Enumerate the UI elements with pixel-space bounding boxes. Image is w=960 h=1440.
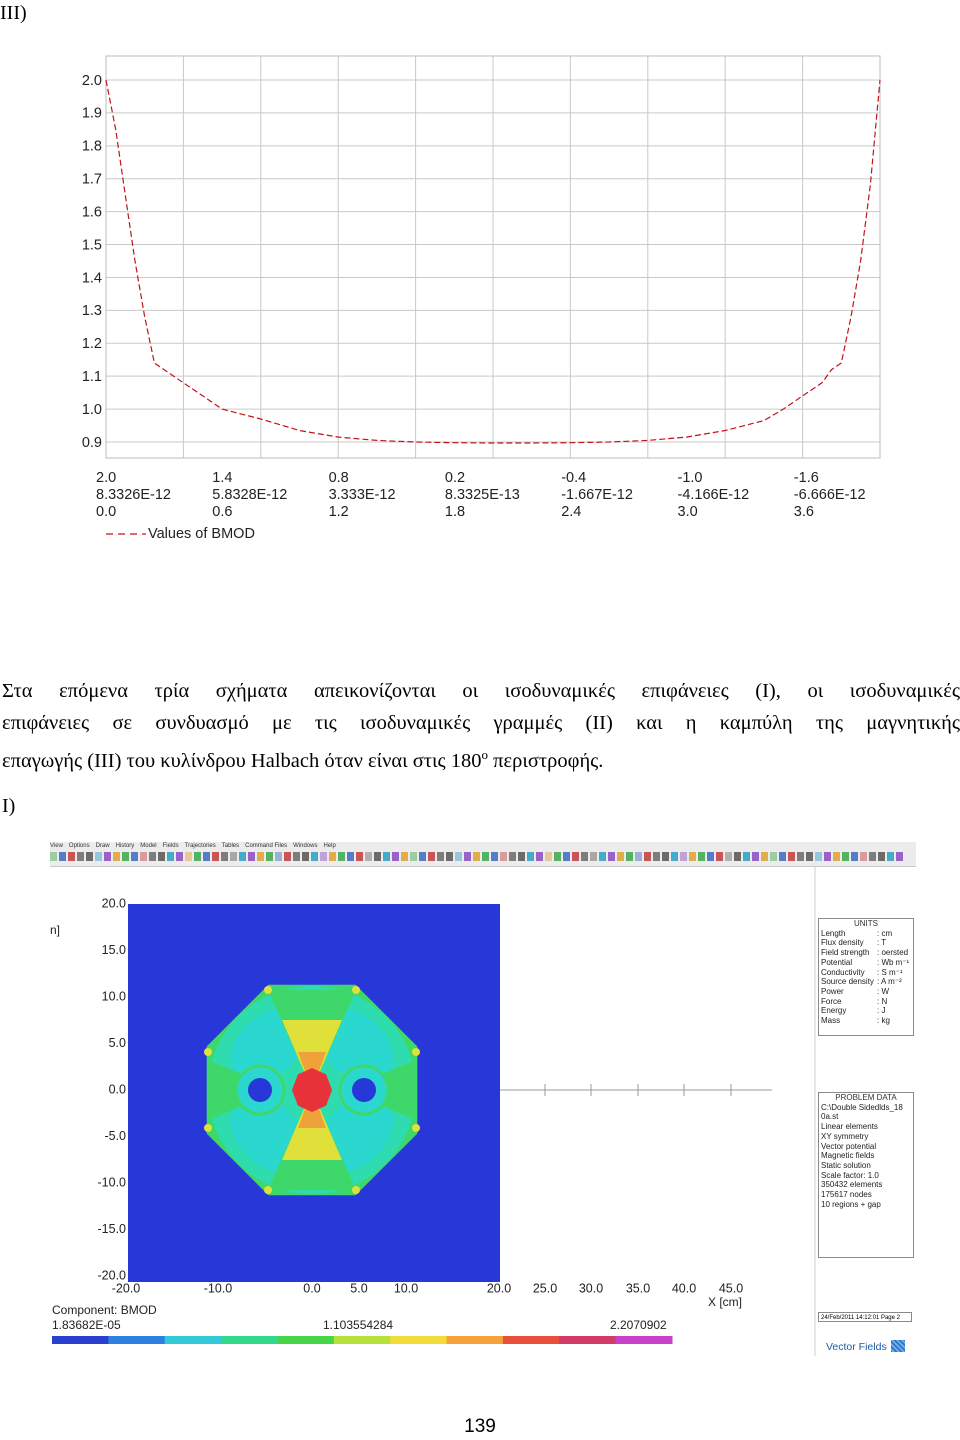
x-tick-label: 0.2 (444, 469, 466, 486)
toolbar-tool-icon[interactable] (851, 852, 858, 861)
sim-y-tick: 5.0 (108, 1035, 126, 1050)
units-row (819, 987, 913, 997)
units-key: Power (821, 986, 844, 996)
toolbar-tool-icon[interactable] (635, 852, 642, 861)
units-value: : T (877, 938, 887, 948)
units-value: : W (877, 986, 889, 996)
timestamp: 24/Feb/2011 14:12:01 Page 2 (818, 1312, 912, 1322)
menu-item[interactable]: Options (68, 843, 90, 849)
y-tick-label: 1.4 (81, 270, 102, 287)
units-list (819, 929, 913, 1026)
x-tick-label: 8.3325E-13 (444, 486, 520, 503)
paragraph-line-1: Στα επόμενα τρία σχήματα απεικονίζονται οι ισοδυναμικές επιφάνειες (Ι), οι ισοδυναμικές (2, 680, 960, 702)
x-tick-label: 3.0 (677, 503, 698, 520)
toolbar-tool-icon[interactable] (122, 852, 129, 861)
color-scale-segment (52, 1336, 109, 1344)
toolbar-tool-icon[interactable] (383, 852, 390, 861)
degree-superscript: ο (481, 747, 489, 762)
units-key: Potential (821, 957, 853, 967)
toolbar-tool-icon[interactable] (608, 852, 615, 861)
toolbar-tool-icon[interactable] (806, 852, 813, 861)
x-tick-label: 0.0 (96, 503, 117, 520)
toolbar-tool-icon[interactable] (212, 852, 219, 861)
toolbar-tool-icon[interactable] (725, 852, 732, 861)
toolbar-tool-icon[interactable] (329, 852, 336, 861)
section-label-iii: III) (0, 2, 27, 24)
toolbar-tool-icon[interactable] (743, 852, 750, 861)
toolbar-tool-icon[interactable] (698, 852, 705, 861)
sim-x-tick: 5.0 (350, 1281, 368, 1296)
toolbar-tool-icon[interactable] (518, 852, 525, 861)
field-magnet-tip (352, 986, 360, 994)
toolbar-tool-icon[interactable] (869, 852, 876, 861)
problem-data-row: C:\Double Sidedlds_18 (821, 1102, 903, 1112)
toolbar-tool-icon[interactable] (50, 852, 57, 861)
toolbar-tool-icon[interactable] (302, 852, 309, 861)
toolbar-tool-icon[interactable] (878, 852, 885, 861)
units-value: : J (877, 1006, 886, 1016)
y-tick-label: 1.5 (81, 237, 102, 254)
units-value: : N (877, 996, 888, 1006)
sim-y-tick: -20.0 (97, 1268, 126, 1283)
field-magnet-tip (204, 1124, 212, 1132)
simulation-screenshot (50, 842, 916, 1358)
toolbar-tool-icon[interactable] (662, 852, 669, 861)
chart-y-ticks (82, 73, 102, 451)
toolbar-tool-icon[interactable] (320, 852, 327, 861)
toolbar-tool-icon[interactable] (689, 852, 696, 861)
x-tick-label: 0.6 (212, 503, 233, 520)
y-tick-label: 1.3 (81, 303, 102, 320)
menu-item[interactable]: Windows (293, 843, 318, 849)
x-tick-label: -1.6 (793, 469, 819, 486)
sim-x-tick: 45.0 (718, 1281, 744, 1296)
field-hole-right (352, 1078, 376, 1102)
x-tick-label: -1.0 (677, 469, 703, 486)
sim-y-tick: -10.0 (97, 1175, 126, 1190)
x-tick-label: 2.0 (96, 469, 117, 486)
color-scale-segment (390, 1336, 447, 1344)
y-tick-label: 1.9 (81, 105, 102, 122)
color-scale-segment (447, 1336, 504, 1344)
field-magnet-tip (412, 1124, 420, 1132)
color-scale-segment (616, 1336, 673, 1344)
toolbar-tool-icon[interactable] (77, 852, 84, 861)
field-magnet-tip (204, 1048, 212, 1056)
problem-data-row: XY symmetry (821, 1131, 869, 1141)
menu-item[interactable]: Command Files (245, 843, 288, 849)
sim-x-tick: 25.0 (532, 1281, 558, 1296)
toolbar-tool-icon[interactable] (599, 852, 606, 861)
y-tick-label: 1.8 (81, 138, 102, 155)
paragraph-line-3 (2, 739, 960, 777)
y-tick-label: 1.2 (81, 336, 102, 353)
toolbar-tool-icon[interactable] (221, 852, 228, 861)
sim-x-axis-label: X [cm] (708, 1295, 743, 1309)
menu-item[interactable]: Tables (221, 843, 240, 849)
problem-data-row: Vector potential (821, 1141, 877, 1151)
x-tick-label: -1.667E-12 (561, 486, 633, 503)
units-row (819, 968, 913, 978)
units-value: : cm (877, 928, 893, 938)
toolbar-tool-icon[interactable] (311, 852, 318, 861)
sim-y-axis-label: n] (50, 923, 61, 937)
toolbar-tool-icon[interactable] (248, 852, 255, 861)
toolbar-tool-icon[interactable] (581, 852, 588, 861)
toolbar-icons (50, 852, 905, 864)
problem-data-title: PROBLEM DATA (835, 1093, 897, 1102)
problem-data-row: 10 regions + gap (821, 1199, 881, 1209)
toolbar-tool-icon[interactable] (590, 852, 597, 861)
toolbar-tool-icon[interactable] (563, 852, 570, 861)
x-tick-label: -4.166E-12 (677, 486, 750, 503)
toolbar-tool-icon[interactable] (356, 852, 363, 861)
units-row (819, 1016, 913, 1026)
toolbar-tool-icon[interactable] (707, 852, 714, 861)
problem-data-list (819, 1103, 913, 1210)
toolbar-tool-icon[interactable] (284, 852, 291, 861)
toolbar-tool-icon[interactable] (779, 852, 786, 861)
paragraph-line-3-b: περιστροφής. (488, 749, 604, 772)
sim-y-tick: -15.0 (97, 1221, 126, 1236)
toolbar-tool-icon[interactable] (887, 852, 894, 861)
x-tick-label: 0.8 (328, 469, 349, 486)
menu-item[interactable]: Help (323, 843, 336, 849)
field-magnet-tip (412, 1048, 420, 1056)
units-panel (818, 918, 914, 1036)
x-tick-label: 2.4 (561, 503, 582, 520)
field-magnet-tip (264, 1186, 272, 1194)
legend-label: Values of BMOD (148, 525, 255, 542)
units-key: Energy (821, 1006, 847, 1016)
sim-x-ticks (112, 1281, 743, 1295)
toolbar-tool-icon[interactable] (554, 852, 561, 861)
color-scale-segment (221, 1336, 278, 1344)
toolbar-tool-icon[interactable] (131, 852, 138, 861)
toolbar-tool-icon[interactable] (842, 852, 849, 861)
toolbar-tool-icon[interactable] (482, 852, 489, 861)
sim-x-tick: 0.0 (303, 1281, 321, 1296)
units-row (819, 938, 913, 948)
toolbar-tool-icon[interactable] (653, 852, 660, 861)
sim-y-ticks (98, 896, 127, 1282)
toolbar-tool-icon[interactable] (464, 852, 471, 861)
toolbar-tool-icon[interactable] (896, 852, 903, 861)
menu-item[interactable]: Model (140, 843, 157, 849)
toolbar-tool-icon[interactable] (680, 852, 687, 861)
toolbar-tool-icon[interactable] (833, 852, 840, 861)
section-label-i: I) (2, 795, 16, 817)
units-key: Conductivity (821, 967, 865, 977)
sim-y-tick: 20.0 (101, 896, 126, 911)
problem-data-row: Linear elements (821, 1122, 878, 1132)
sim-x-tick: 20.0 (486, 1281, 512, 1296)
toolbar-tool-icon[interactable] (365, 852, 372, 861)
sim-x-tick: 30.0 (578, 1281, 604, 1296)
toolbar-tool-icon[interactable] (473, 852, 480, 861)
x-tick-label: 1.4 (212, 469, 233, 486)
toolbar-tool-icon[interactable] (860, 852, 867, 861)
toolbar-tool-icon[interactable] (761, 852, 768, 861)
toolbar-tool-icon[interactable] (149, 852, 156, 861)
toolbar-tool-icon[interactable] (95, 852, 102, 861)
toolbar-tool-icon[interactable] (437, 852, 444, 861)
x-tick-label: 8.3326E-12 (96, 486, 171, 503)
units-row (819, 997, 913, 1007)
software-toolbar (50, 842, 916, 867)
sim-x-tick: -10.0 (203, 1281, 233, 1296)
field-hole-left (248, 1078, 272, 1102)
toolbar-tool-icon[interactable] (509, 852, 516, 861)
problem-data-row: 350432 elements (821, 1180, 883, 1190)
color-scale-segment (334, 1336, 391, 1344)
sim-x-tick: 10.0 (393, 1281, 419, 1296)
toolbar-tool-icon[interactable] (815, 852, 822, 861)
toolbar-tool-icon[interactable] (59, 852, 66, 861)
toolbar-tool-icon[interactable] (572, 852, 579, 861)
bmod-line-chart (60, 40, 900, 550)
toolbar-tool-icon[interactable] (86, 852, 93, 861)
x-tick-label: 1.2 (328, 503, 349, 520)
toolbar-tool-icon[interactable] (752, 852, 759, 861)
menu-item[interactable]: View (50, 843, 63, 849)
toolbar-tool-icon[interactable] (410, 852, 417, 861)
toolbar-tool-icon[interactable] (239, 852, 246, 861)
sim-y-tick: 10.0 (101, 989, 126, 1004)
sim-y-tick: -5.0 (104, 1128, 126, 1143)
y-tick-label: 1.6 (81, 204, 102, 221)
x-tick-label: 3.6 (793, 503, 814, 520)
menu-item[interactable]: History (115, 843, 135, 849)
toolbar-tool-icon[interactable] (419, 852, 426, 861)
units-row (819, 1006, 913, 1016)
toolbar-tool-icon[interactable] (374, 852, 381, 861)
y-tick-label: 1.1 (81, 369, 102, 386)
brand-name: Vector Fields (826, 1341, 887, 1353)
problem-data-row: Scale factor: 1.0 (821, 1170, 879, 1180)
color-scale-segment (559, 1336, 616, 1344)
color-scale-segment (277, 1336, 334, 1344)
paragraph-line-3-a: επαγωγής (ΙΙΙ) του κυλίνδρου Halbach όταν είναι στις 180 (2, 749, 482, 772)
toolbar-tool-icon[interactable] (158, 852, 165, 861)
units-value: : A m⁻² (877, 977, 902, 987)
toolbar-tool-icon[interactable] (293, 852, 300, 861)
menu-item[interactable]: Trajectories (184, 843, 216, 849)
x-tick-label: 5.8328E-12 (212, 486, 288, 503)
problem-data-row: 175617 nodes (821, 1190, 872, 1200)
field-plot (50, 866, 916, 1358)
toolbar-tool-icon[interactable] (491, 852, 498, 861)
field-magnet-tip (352, 1186, 360, 1194)
sim-x-tick: 40.0 (671, 1281, 697, 1296)
toolbar-tool-icon[interactable] (185, 852, 192, 861)
scale-mid-value: 1.103554284 (323, 1318, 394, 1332)
toolbar-tool-icon[interactable] (275, 852, 282, 861)
brand-icon (891, 1340, 905, 1352)
toolbar-tool-icon[interactable] (500, 852, 507, 861)
toolbar-tool-icon[interactable] (338, 852, 345, 861)
units-key: Field strength (821, 948, 870, 958)
problem-data-panel (818, 1092, 914, 1258)
problem-data-row: 0a.st (821, 1112, 839, 1122)
x-tick-label: 1.8 (444, 503, 466, 520)
scale-max-value: 2.2070902 (610, 1318, 667, 1332)
toolbar-tool-icon[interactable] (140, 852, 147, 861)
problem-data-row: Magnetic fields (821, 1151, 875, 1161)
chart-x-ticks (96, 470, 866, 520)
units-row (819, 958, 913, 968)
toolbar-tool-icon[interactable] (68, 852, 75, 861)
sim-x-tick: -20.0 (111, 1281, 141, 1296)
color-scale-segment (165, 1336, 222, 1344)
x-tick-label: 3.333E-12 (328, 486, 396, 503)
component-label: Component: BMOD (52, 1303, 157, 1317)
color-scale-bar (52, 1336, 673, 1344)
toolbar-tool-icon[interactable] (176, 852, 183, 861)
toolbar-tool-icon[interactable] (824, 852, 831, 861)
units-value: : kg (877, 1016, 890, 1026)
y-tick-label: 1.0 (81, 401, 102, 418)
toolbar-tool-icon[interactable] (770, 852, 777, 861)
toolbar-tool-icon[interactable] (797, 852, 804, 861)
chart-legend (106, 526, 255, 542)
toolbar-tool-icon[interactable] (428, 852, 435, 861)
toolbar-tool-icon[interactable] (203, 852, 210, 861)
scale-min-value: 1.83682E-05 (52, 1318, 121, 1332)
units-key: Mass (821, 1016, 841, 1026)
toolbar-tool-icon[interactable] (194, 852, 201, 861)
toolbar-tool-icon[interactable] (617, 852, 624, 861)
toolbar-tool-icon[interactable] (401, 852, 408, 861)
units-row (819, 977, 913, 987)
toolbar-tool-icon[interactable] (644, 852, 651, 861)
toolbar-tool-icon[interactable] (104, 852, 111, 861)
units-row (819, 929, 913, 939)
y-tick-label: 1.7 (81, 171, 102, 188)
menu-item[interactable]: Fields (162, 843, 179, 849)
toolbar-tool-icon[interactable] (392, 852, 399, 861)
menu-bar (50, 842, 342, 850)
toolbar-tool-icon[interactable] (734, 852, 741, 861)
page-number: 139 (464, 1416, 496, 1437)
sim-x-tick: 35.0 (625, 1281, 651, 1296)
sim-y-tick: 15.0 (101, 942, 126, 957)
x-tick-label: -0.4 (561, 469, 587, 486)
toolbar-tool-icon[interactable] (671, 852, 678, 861)
toolbar-tool-icon[interactable] (545, 852, 552, 861)
units-title: UNITS (854, 919, 878, 928)
field-magnet-tip (264, 986, 272, 994)
paragraph-line-2: επιφάνειες σε συνδυασμό με τις ισοδυναμικές γραμμές (ΙΙ) και η καμπύλη της μαγνητικής (2, 712, 960, 734)
units-key: Length (821, 928, 846, 938)
toolbar-tool-icon[interactable] (716, 852, 723, 861)
toolbar-tool-icon[interactable] (626, 852, 633, 861)
toolbar-tool-icon[interactable] (788, 852, 795, 861)
y-tick-label: 2.0 (81, 72, 102, 89)
units-key: Source density (821, 977, 874, 987)
field-core (292, 1068, 332, 1112)
toolbar-tool-icon[interactable] (230, 852, 237, 861)
problem-data-row: Static solution (821, 1160, 871, 1170)
units-row (819, 948, 913, 958)
toolbar-tool-icon[interactable] (455, 852, 462, 861)
toolbar-tool-icon[interactable] (266, 852, 273, 861)
toolbar-tool-icon[interactable] (536, 852, 543, 861)
units-key: Force (821, 996, 842, 1006)
brand-logo (826, 1340, 905, 1353)
units-value: : Wb m⁻¹ (877, 957, 910, 967)
units-value: : S m⁻¹ (877, 967, 903, 977)
toolbar-tool-icon[interactable] (257, 852, 264, 861)
units-key: Flux density (821, 938, 864, 948)
x-tick-label: -6.666E-12 (793, 486, 866, 503)
menu-item[interactable]: Draw (95, 843, 110, 849)
toolbar-tool-icon[interactable] (527, 852, 534, 861)
color-scale-segment (503, 1336, 560, 1344)
toolbar-tool-icon[interactable] (113, 852, 120, 861)
toolbar-tool-icon[interactable] (167, 852, 174, 861)
units-value: : oersted (877, 948, 909, 958)
toolbar-tool-icon[interactable] (347, 852, 354, 861)
body-paragraph (2, 675, 960, 777)
sim-y-tick: 0.0 (108, 1082, 126, 1097)
toolbar-tool-icon[interactable] (446, 852, 453, 861)
color-scale-segment (108, 1336, 165, 1344)
y-tick-label: 0.9 (81, 434, 102, 451)
